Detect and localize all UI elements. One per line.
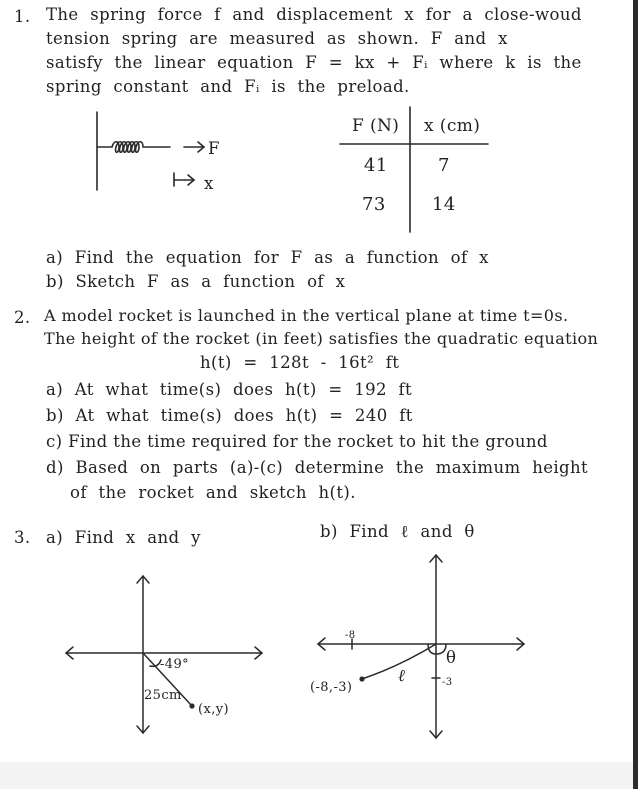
fig-b-x-tick-label: -8 [345, 630, 356, 641]
fig-b-length-label: ℓ [398, 666, 406, 685]
problem-2-part-d-line-1: d) Based on parts (a)-(c) determine the maximum height [46, 458, 589, 477]
table-header-force: F (N) [352, 116, 400, 136]
fig-b-point-label: (-8,-3) [310, 680, 353, 695]
fig-b-angle-arc [428, 644, 446, 654]
problem-2-part-a: a) At what time(s) does h(t) = 192 ft [46, 380, 413, 399]
problem-2-line-1: A model rocket is launched in the vertical plane at time t=0s. [44, 306, 569, 325]
problem-3-number: 3. [14, 528, 31, 547]
problem-2-part-c: c) Find the time required for the rocket to hit the ground [46, 432, 548, 451]
problem-2-number: 2. [14, 308, 31, 327]
problem-2-part-b: b) At what time(s) does h(t) = 240 ft [46, 406, 413, 425]
fig-a-angle-label: -49° [160, 657, 190, 672]
problem-2-line-2: The height of the rocket (in feet) satisfies the quadratic equation [44, 329, 599, 348]
problem-2-part-d-line-2: of the rocket and sketch h(t). [70, 483, 356, 502]
fig-a-length-label: 25cm [144, 688, 182, 703]
table-cell-force-2: 73 [362, 194, 386, 215]
problem-1-line-4: spring constant and Fᵢ is the preload. [46, 77, 410, 96]
displacement-label: x [204, 174, 214, 193]
fig-b-angle-label: θ [446, 648, 457, 667]
problem-1-line-1: The spring force f and displacement x for a close-woud [46, 5, 582, 24]
problem-1-line-2: tension spring are measured as shown. F and x [46, 29, 508, 48]
problem-1-number: 1. [14, 7, 31, 26]
table-cell-force-1: 41 [364, 155, 388, 176]
problem-2-equation: h(t) = 128t - 16t² ft [200, 353, 400, 372]
problem-1-part-a: a) Find the equation for F as a function of x [46, 248, 489, 267]
problem-3-part-a: a) Find x and y [46, 528, 201, 547]
table-cell-displacement-1: 7 [438, 155, 450, 176]
fig-a-point-label: (x,y) [198, 702, 229, 717]
problem-1-part-b: b) Sketch F as a function of x [46, 272, 346, 291]
table-cell-displacement-2: 14 [432, 194, 456, 215]
problem-3-part-b: b) Find ℓ and θ [320, 522, 475, 541]
problem-1-line-3: satisfy the linear equation F = kx + Fᵢ where k is the [46, 53, 582, 72]
table-header-displacement: x (cm) [424, 116, 481, 136]
force-label: F [208, 139, 220, 158]
fig-b-point [359, 676, 364, 681]
fig-b-y-tick-label: -3 [442, 677, 453, 688]
